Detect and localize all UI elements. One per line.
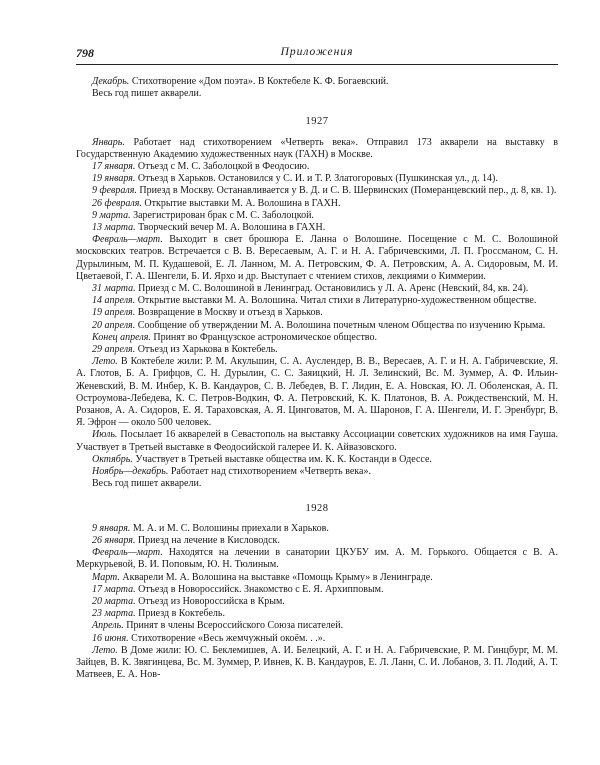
chronicle-entry	[76, 320, 558, 332]
entry-date: Конец апреля.	[92, 331, 151, 343]
entry-text: В Коктебеле жили: Р. М. Акульшин, С. А. Ауслендер, В. В., Вересаев, А. Г. и Н. А. Габричевские, Я. А. Глотов, Б. А. Грифцов, С. Н. Дурылин, С. С. Заяицкий, Н. Л. Зелинский, Вс. М. Зуммер, А. Ф. Ильин-Женевский, В. М. Инбер, К. В. Кандауров, С. В. Лебедев, В. Г. Лидин, Е. А. Новская, Ю. Л. Оболенская, А. П. Остроумова-Лебедева, К. С. Петров-Водкин, Ф. А. Петровский, К. К. Платонов, В. А. Рождественский, М. Н. Розанов, А. А. Сидоров, Е. Я. Тараховская, А. Я. Цинговатов, М. А. Шаронов, Г. А. Шенгели, И. Г. Эренбург, В. Я. Эфрон — около 500 человек.	[76, 356, 558, 429]
chronicle-entry	[76, 523, 558, 535]
entry-date: 20 марта.	[92, 595, 136, 607]
entry-date: 20 апреля.	[92, 319, 136, 331]
chronicle-entry	[76, 547, 558, 571]
entry-text: Отъезд из Новороссийска в Крым.	[135, 595, 285, 607]
entry-date: 14 апреля.	[92, 295, 136, 307]
chronicle-entry	[76, 344, 558, 356]
chronicle-entry	[76, 137, 558, 161]
entry-text: М. А. и М. С. Волошины приехали в Харьков.	[130, 522, 329, 534]
chronicle-entry	[76, 173, 558, 185]
chronicle-entry	[76, 429, 558, 453]
entry-text: Стихотворение «Дом поэта». В Коктебеле К. Ф. Богаевский.	[129, 76, 389, 87]
entry-date: 16 июня.	[92, 632, 129, 644]
chronicle-entry	[76, 454, 558, 466]
entry-text: Отъезд в Новороссийск. Знакомство с Е. Я. Архипповым.	[135, 583, 384, 595]
year-heading: 1927	[305, 116, 329, 128]
chronicle-entry	[76, 283, 558, 295]
entry-date: 9 января.	[92, 522, 131, 534]
chronicle-entry	[76, 185, 558, 197]
entry-date: 26 января.	[92, 534, 136, 546]
entry-text: Работает над стихотворением «Четверть века». Отправил 173 акварели на выставку в Государственную Академию художественных наук (ГАХН) в Москве.	[76, 136, 558, 160]
entry-text: Возвращение в Москву и отъезд в Харьков.	[135, 307, 323, 319]
chronicle-entry	[76, 198, 558, 210]
chronicle-entry	[76, 88, 558, 100]
entry-date: 19 апреля.	[92, 307, 136, 319]
entry-date: Март.	[92, 571, 120, 583]
chronicle-entry	[76, 466, 558, 478]
page-header	[76, 46, 558, 65]
page-number: 798	[76, 46, 94, 60]
chronicle-entry	[76, 295, 558, 307]
entry-date: Ноябрь—декабрь.	[92, 466, 169, 478]
entry-date: 26 февраля.	[92, 197, 142, 209]
entry-text: Приезд в Москву. Останавливается у В. Д. и С. В. Шервинских (Померанцевский пер., д. 8, кв. 1).	[136, 185, 557, 197]
entry-date: 19 января.	[92, 173, 136, 185]
entry-text: Принят во Французское астрономическое общество.	[150, 331, 377, 343]
chronicle-entry	[76, 620, 558, 632]
entry-text: Творческий вечер М. А. Волошина в ГАХН.	[135, 222, 326, 234]
entry-date: 17 марта.	[92, 583, 136, 595]
entry-date: Лето.	[92, 356, 118, 368]
entry-date: 31 марта.	[92, 283, 136, 295]
entry-text: Выходит в свет брошюра Е. Ланна о Волошине. Посещение с М. С. Волошиной московских театров. Встречается с В. В. Вересаевым, А. Г. и Н. А. Габричевскими, Л. П. Гроссманом, С. Н. Дурылиным, М. П. Кудашевой, Е. Л. Ланном, М. А. Петровским, Ф. А. Петровским, А. А. Сидоровым, М. И. Цветаевой, Г. А. Шенгели, Б. И. Ярхо и др. Выступает с чтением стихов, лекциями о Киммерии.	[76, 234, 558, 282]
entry-date: Апрель.	[92, 620, 124, 632]
entry-date: 9 марта.	[92, 209, 131, 221]
chronicle-entry	[76, 572, 558, 584]
entry-text: Отъезд с М. С. Заболоцкой в Феодосию.	[135, 161, 310, 173]
chronicle-entry	[76, 478, 558, 490]
chronicle-entry	[76, 234, 558, 283]
chronicle-entry	[76, 584, 558, 596]
entry-text: Стихотворение «Весь жемчужный окоём. . .».	[128, 632, 326, 644]
entry-date: 23 марта.	[92, 608, 136, 620]
entry-text: Посылает 16 акварелей в Севастополь на выставку Ассоциации советских художников на имя Гауша. Участвует в Третьей выставке в Феодосийской галерее И. К. Айвазовского.	[76, 429, 558, 453]
entry-text: Открытие выставки М. А. Волошина. Читал стихи в Литературно-художественном обществе.	[135, 295, 537, 307]
entry-date: Лето.	[92, 644, 118, 656]
chronicle-entry	[76, 535, 558, 547]
entry-date: Февраль—март.	[92, 234, 163, 246]
entry-text: Находятся на лечении в санатории ЦКУБУ им. А. М. Горького. Общается с В. А. Меркурьевой, В. И. Поповым, Ю. Н. Тюлиным.	[76, 547, 558, 571]
entry-date: 9 февраля.	[92, 185, 137, 197]
chronicle-entry	[76, 596, 558, 608]
entry-text: Весь год пишет акварели.	[92, 478, 202, 490]
entry-text: Приезд в Коктебель.	[135, 608, 225, 620]
entry-text: Акварели М. А. Волошина на выставке «Помощь Крыму» в Ленинграде.	[119, 571, 433, 583]
entry-text: Работает над стихотворением «Четверть века».	[168, 466, 371, 478]
chronicle-entry	[76, 608, 558, 620]
entry-date: 17 января.	[92, 161, 136, 173]
entry-text: Весь год пишет акварели.	[92, 88, 202, 100]
entry-text: Зарегистрирован брак с М. С. Заболоцкой.	[130, 209, 314, 221]
chronicle-body	[76, 76, 558, 681]
chronicle-entry	[76, 222, 558, 234]
entry-text: Сообщение об утверждении М. А. Волошина почетным членом Общества по изучению Крыма.	[135, 319, 546, 331]
entry-text: Приезд на лечение в Кисловодск.	[135, 534, 280, 546]
chronicle-entry	[76, 210, 558, 222]
chronicle-entry	[76, 356, 558, 429]
entry-text: Приезд с М. С. Волошиной в Ленинград. Остановились у Л. А. Аренс (Невский, 84, кв. 24).	[135, 283, 529, 295]
entry-date: Декабрь.	[92, 76, 130, 87]
year-heading: 1928	[305, 502, 329, 514]
entry-text: Отъезд в Харьков. Остановился у С. И. и Т. Р. Златогоровых (Пушкинская ул., д. 14).	[135, 173, 498, 185]
entry-text: Отъезд из Харькова в Коктебель.	[135, 344, 278, 356]
entry-text: В Доме жили: Ю. С. Беклемишев, А. И. Белецкий, А. Г. и Н. А. Габричевские, Р. М. Гинцбург, М. М. Зайцев, В. К. Звягинцева, Вс. М. Зуммер, Р. Ивнев, К. В. Кандауров, Е. Л. Ланн, С. И. Лобанов, З. П. Лодий, А. Т. Матвеев, Е. А. Нов-	[76, 644, 558, 681]
chronicle-entry	[76, 307, 558, 319]
entry-date: Январь.	[92, 136, 125, 148]
entry-date: 29 апреля.	[92, 344, 136, 356]
entry-date: 13 марта.	[92, 222, 136, 234]
chronicle-entry	[76, 645, 558, 682]
entry-date: Октябрь.	[92, 453, 133, 465]
chronicle-entry	[76, 161, 558, 173]
entry-text: Принят в члены Всероссийского Союза писателей.	[123, 620, 344, 632]
chronicle-entry	[76, 76, 558, 88]
entry-date: Февраль—март.	[92, 547, 163, 559]
chronicle-entry	[76, 633, 558, 645]
chronicle-entry	[76, 332, 558, 344]
entry-text: Открытие выставки М. А. Волошина в ГАХН.	[141, 197, 341, 209]
entry-date: Июль.	[92, 429, 118, 441]
entry-text: Участвует в Третьей выставке общества им. К. К. Костанди в Одессе.	[132, 453, 432, 465]
running-title: Приложения	[280, 46, 354, 58]
